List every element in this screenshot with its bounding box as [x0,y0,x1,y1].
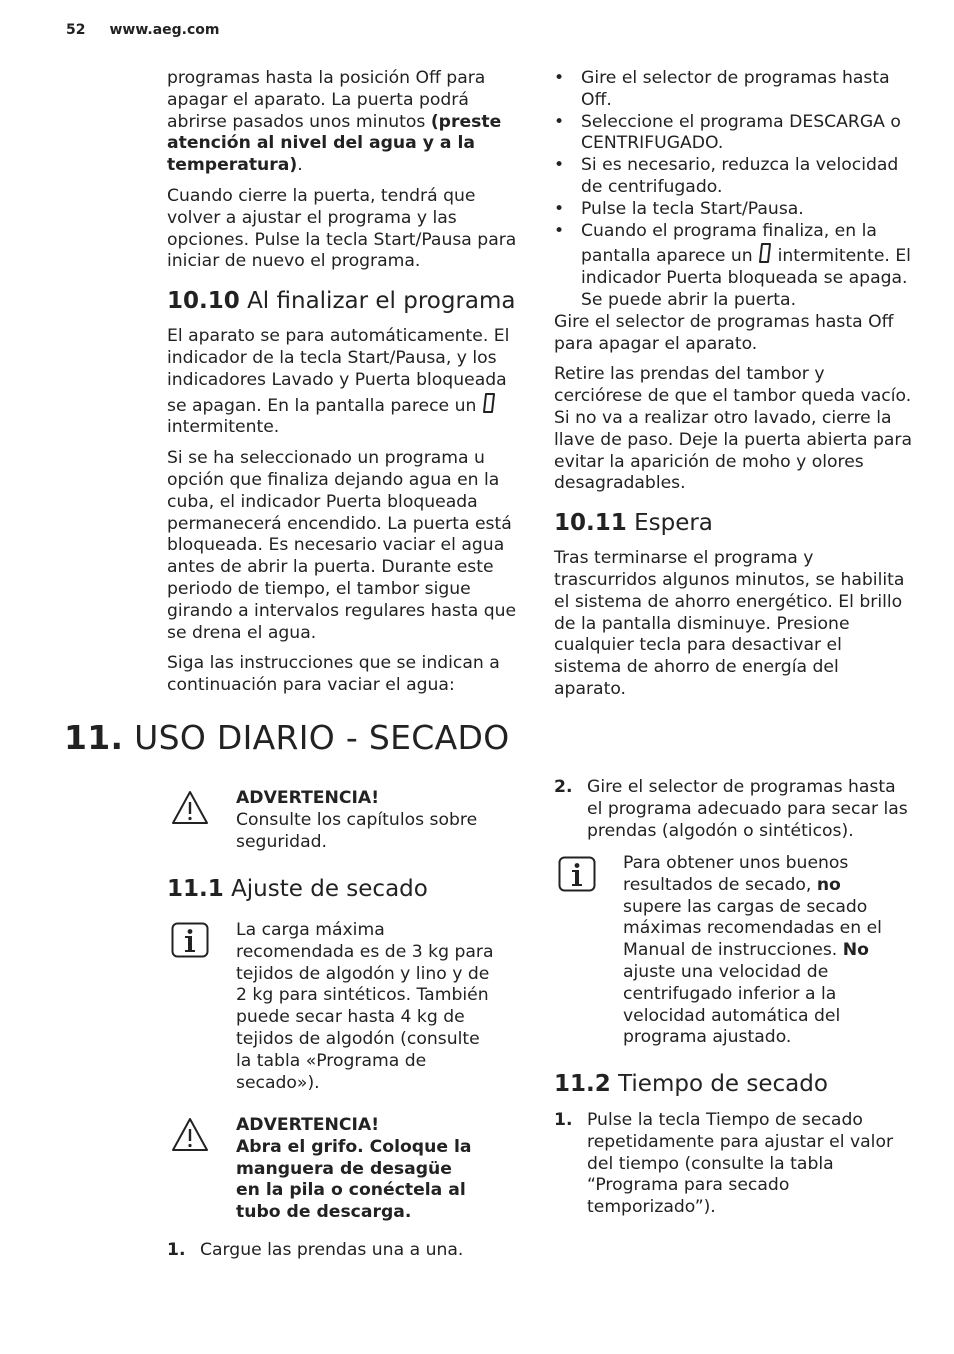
paragraph-door-open: programas hasta la posición Off para apagar el aparato. La puerta podrá abrirse pasados unos minutos (preste atención al nivel del agua y a la temperatura). [167,68,502,176]
list-item: • Gire el selector de programas hasta Off. [554,68,914,112]
list-item: • Cuando el programa finaliza, en la pantalla aparece un intermitente. El indicador Puerta bloqueada se apaga. Se puede abrir la puerta. [554,221,914,312]
zero-digit-icon [482,392,496,412]
paragraph-drain-instructions: Siga las instrucciones que se indican a continuación para vaciar el agua: [167,653,500,696]
warning-icon [170,789,210,831]
page-number: 52 [66,22,86,38]
warning-notice-tap: ADVERTENCIA! Abra el grifo. Coloque la manguera de desagüe en la pila o conéctela al tubo de descarga. [236,1115,472,1223]
website-url: www.aeg.com [109,22,220,38]
info-notice-drying-results: Para obtener unos buenos resultados de secado, no supere las cargas de secado máximas recomendadas en el Manual de instrucciones. No ajuste una velocidad de centrifugado inferior a la velocidad automática del programa ajustado. [623,853,882,1048]
page-header [66,22,220,38]
section-heading-10-11: 10.11 Espera [554,510,713,537]
paragraph-auto-stop: El aparato se para automáticamente. El indicador de la tecla Start/Pausa, y los indicadores Lavado y Puerta bloqueada se apagan. En la pantalla parece un intermitente. [167,326,510,438]
section-heading-11-1: 11.1 Ajuste de secado [167,876,428,902]
paragraph-remove-laundry: Retire las prendas del tambor y cerciórese de que el tambor queda vacío. Si no va a realizar otro lavado, cierre la llave de paso. Deje la puerta abierta para evitar la aparición de moho y olores desagradables. [554,364,912,494]
right-column-top [554,68,914,710]
paragraph-turn-off: Gire el selector de programas hasta Off para apagar el aparato. [554,311,894,354]
section-heading-10-10: 10.10 Al finalizar el programa [167,288,516,315]
info-icon [558,856,596,896]
paragraph-standby: Tras terminarse el programa y trascurridos algunos minutos, se habilita el sistema de ahorro energético. El brillo de la pantalla disminuye. Presione cualquier tecla para desactivar el sistema de ahorro de energía del aparato. [554,548,905,699]
list-item: • Seleccione el programa DESCARGA o CENTRIFUGADO. [554,112,914,156]
step-load-laundry: 1. Cargue las prendas una a una. [167,1240,464,1260]
warning-icon [170,1116,210,1158]
list-item: • Pulse la tecla Start/Pausa. [554,199,914,221]
step-drying-time: 1. Pulse la tecla Tiempo de secado repetidamente para ajustar el valor del tiempo (consulte la tabla “Programa para secado temporizado”). [554,1110,894,1218]
drain-steps-list [554,68,914,312]
chapter-title: 11. USO DIARIO - SECADO [64,718,510,757]
list-item: • Si es necesario, reduzca la velocidad de centrifugado. [554,155,914,199]
info-icon [171,922,209,962]
warning-notice-safety: ADVERTENCIA! Consulte los capítulos sobre seguridad. [236,788,478,852]
paragraph-water-remaining: Si se ha seleccionado un programa u opción que finaliza dejando agua en la cuba, el indicador Puerta bloqueada permanecerá encendido. La puerta está bloqueada. Es necesario vaciar el agua antes de abrir la puerta. Durante este periodo de tiempo, el tambor sigue girando a intervalos regulares hasta que se drena el agua. [167,448,517,643]
left-column-top [167,68,517,706]
info-notice-max-load: La carga máxima recomendada es de 3 kg para tejidos de algodón y lino y de 2 kg para sintéticos. También puede secar hasta 4 kg de tejidos de algodón (consulte la tabla «Programa de secado»). [236,920,494,1093]
paragraph-close-door: Cuando cierre la puerta, tendrá que volver a ajustar el programa y las opciones. Pulse la tecla Start/Pausa para iniciar de nuevo el programa. [167,185,517,272]
section-heading-11-2: 11.2 Tiempo de secado [554,1071,828,1097]
zero-digit-icon [758,242,772,262]
step-select-program: 2. Gire el selector de programas hasta el programa adecuado para secar las prendas (algodón o sintéticos). [554,777,908,841]
